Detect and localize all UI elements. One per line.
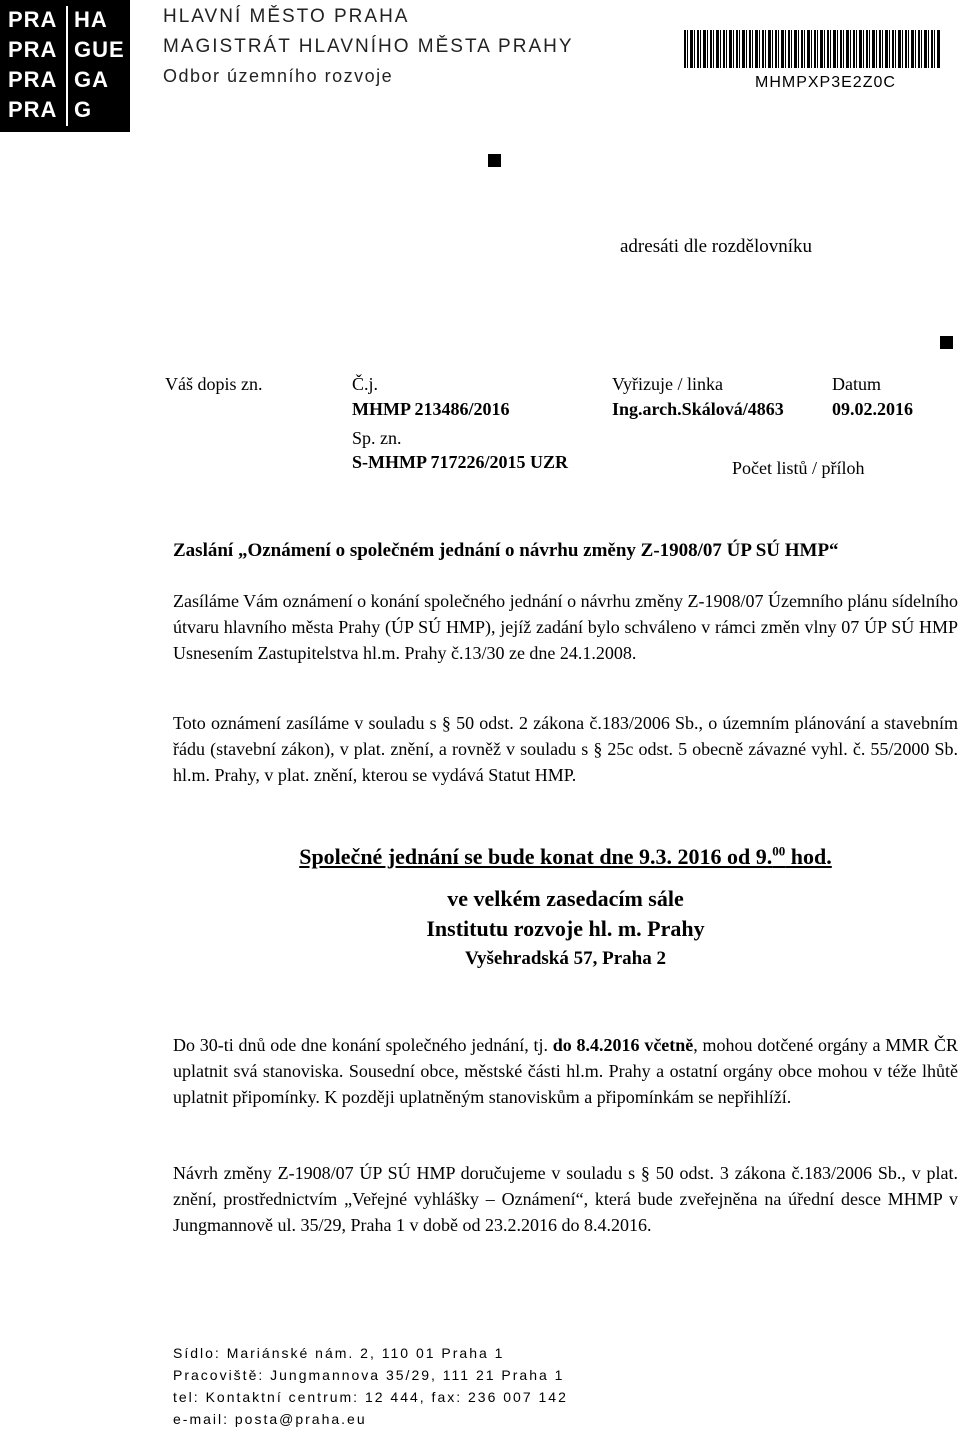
address-marker xyxy=(488,154,501,167)
cj-label: Č.j. xyxy=(352,374,379,394)
barcode-text: MHMPXP3E2Z0C xyxy=(755,74,896,91)
footer-email: e-mail: posta@praha.eu xyxy=(173,1411,367,1427)
logo-left-row-2: PRA xyxy=(8,37,58,62)
paragraph-deadline xyxy=(173,1032,958,1110)
spzn-value: S-MHMP 717226/2015 UZR xyxy=(352,452,568,472)
logo-left-row-3: PRA xyxy=(8,67,58,92)
handled-by-label: Vyřizuje / linka xyxy=(612,374,723,394)
deadline-text-c: , mohou dotčené orgány a MMR ČR uplatnit svá stanoviska. Sousední obce, městské části hl.m. Prahy a ostatní orgány obce mohou v téže lhůtě uplatnit připomínky. K později uplatněným stanoviskům a připomínkám se nepřihlíží. xyxy=(173,1035,959,1107)
meeting-date-main: Společné jednání se bude konat dne 9.3. 2016 od 9. xyxy=(299,844,773,870)
recipient: adresáti dle rozdělovníku xyxy=(620,236,813,257)
footer-workplace: Pracoviště: Jungmannova 35/29, 111 21 Praha 1 xyxy=(173,1367,565,1383)
meeting-date xyxy=(173,844,958,870)
logo-left-row-1: PRA xyxy=(8,7,58,32)
meeting-address: Vyšehradská 57, Praha 2 xyxy=(465,948,666,969)
date-label: Datum xyxy=(832,374,881,394)
cj-value: MHMP 213486/2016 xyxy=(352,399,510,419)
meeting-room: ve velkém zasedacím sále xyxy=(447,886,684,911)
logo-right-row-2: GUE xyxy=(74,37,125,62)
paragraph-announcement: Zasíláme Vám oznámení o konání společného jednání o návrhu změny Z-1908/07 Územního plánu sídelního útvaru hlavního města Prahy (ÚP SÚ HMP), jejíž zadání bylo schváleno v rámci změn vlny 07 ÚP SÚ HMP Usnesením Zastupitelstva hl.m. Prahy č.13/30 ze dne 24.1.2008. xyxy=(173,591,958,663)
deadline-text-a: Do 30-ti dnů ode dne konání společného jednání, tj. xyxy=(173,1035,553,1055)
paragraph-delivery: Návrh změny Z-1908/07 ÚP SÚ HMP doručujeme v souladu s § 50 odst. 3 zákona č.183/2006 Sb., v plat. znění, prostřednictvím „Veřejné vyhlášky – Oznámení“, která bude zveřejněna na úřední desce MHMP v Jungmannově ul. 35/29, Praha 1 v době od 23.2.2016 do 8.4.2016. xyxy=(173,1163,958,1235)
logo-right-row-4: G xyxy=(74,97,93,122)
logo-left-row-4: PRA xyxy=(8,97,58,122)
footer-phone: tel: Kontaktní centrum: 12 444, fax: 236 007 142 xyxy=(173,1389,568,1405)
meeting-time-sup: 00 xyxy=(772,844,786,859)
meeting-institute: Institutu rozvoje hl. m. Prahy xyxy=(426,916,705,941)
logo-right-row-3: GA xyxy=(74,67,109,92)
handled-by-value: Ing.arch.Skálová/4863 xyxy=(612,399,784,419)
header-city: HLAVNÍ MĚSTO PRAHA xyxy=(163,6,410,27)
your-letter-label: Váš dopis zn. xyxy=(165,374,263,394)
logo-divider xyxy=(66,6,68,126)
subject: Zaslání „Oznámení o společném jednání o návrhu změny Z-1908/07 ÚP SÚ HMP“ xyxy=(173,540,839,561)
footer-seat: Sídlo: Mariánské nám. 2, 110 01 Praha 1 xyxy=(173,1345,505,1361)
barcode xyxy=(684,30,940,68)
paragraph-legal-basis: Toto oznámení zasíláme v souladu s § 50 odst. 2 zákona č.183/2006 Sb., o územním plánování a stavebním řádu (stavební zákon), v plat. znění, a rovněž v souladu s § 25c odst. 5 obecně závazné vyhl. č. 55/2000 Sb. hl.m. Prahy, v plat. znění, kterou se vydává Statut HMP. xyxy=(173,713,958,785)
header-department: Odbor územního rozvoje xyxy=(163,66,394,86)
date-value: 09.02.2016 xyxy=(832,399,913,419)
meeting-date-end: hod. xyxy=(785,844,832,870)
page-count-label: Počet listů / příloh xyxy=(732,458,865,478)
praha-logo xyxy=(0,0,130,132)
header-magistrate: MAGISTRÁT HLAVNÍHO MĚSTA PRAHY xyxy=(163,36,574,57)
spzn-label: Sp. zn. xyxy=(352,428,402,448)
deadline-date: do 8.4.2016 včetně xyxy=(552,1035,694,1055)
fold-marker xyxy=(940,336,953,349)
logo-right-row-1: HA xyxy=(74,7,108,32)
